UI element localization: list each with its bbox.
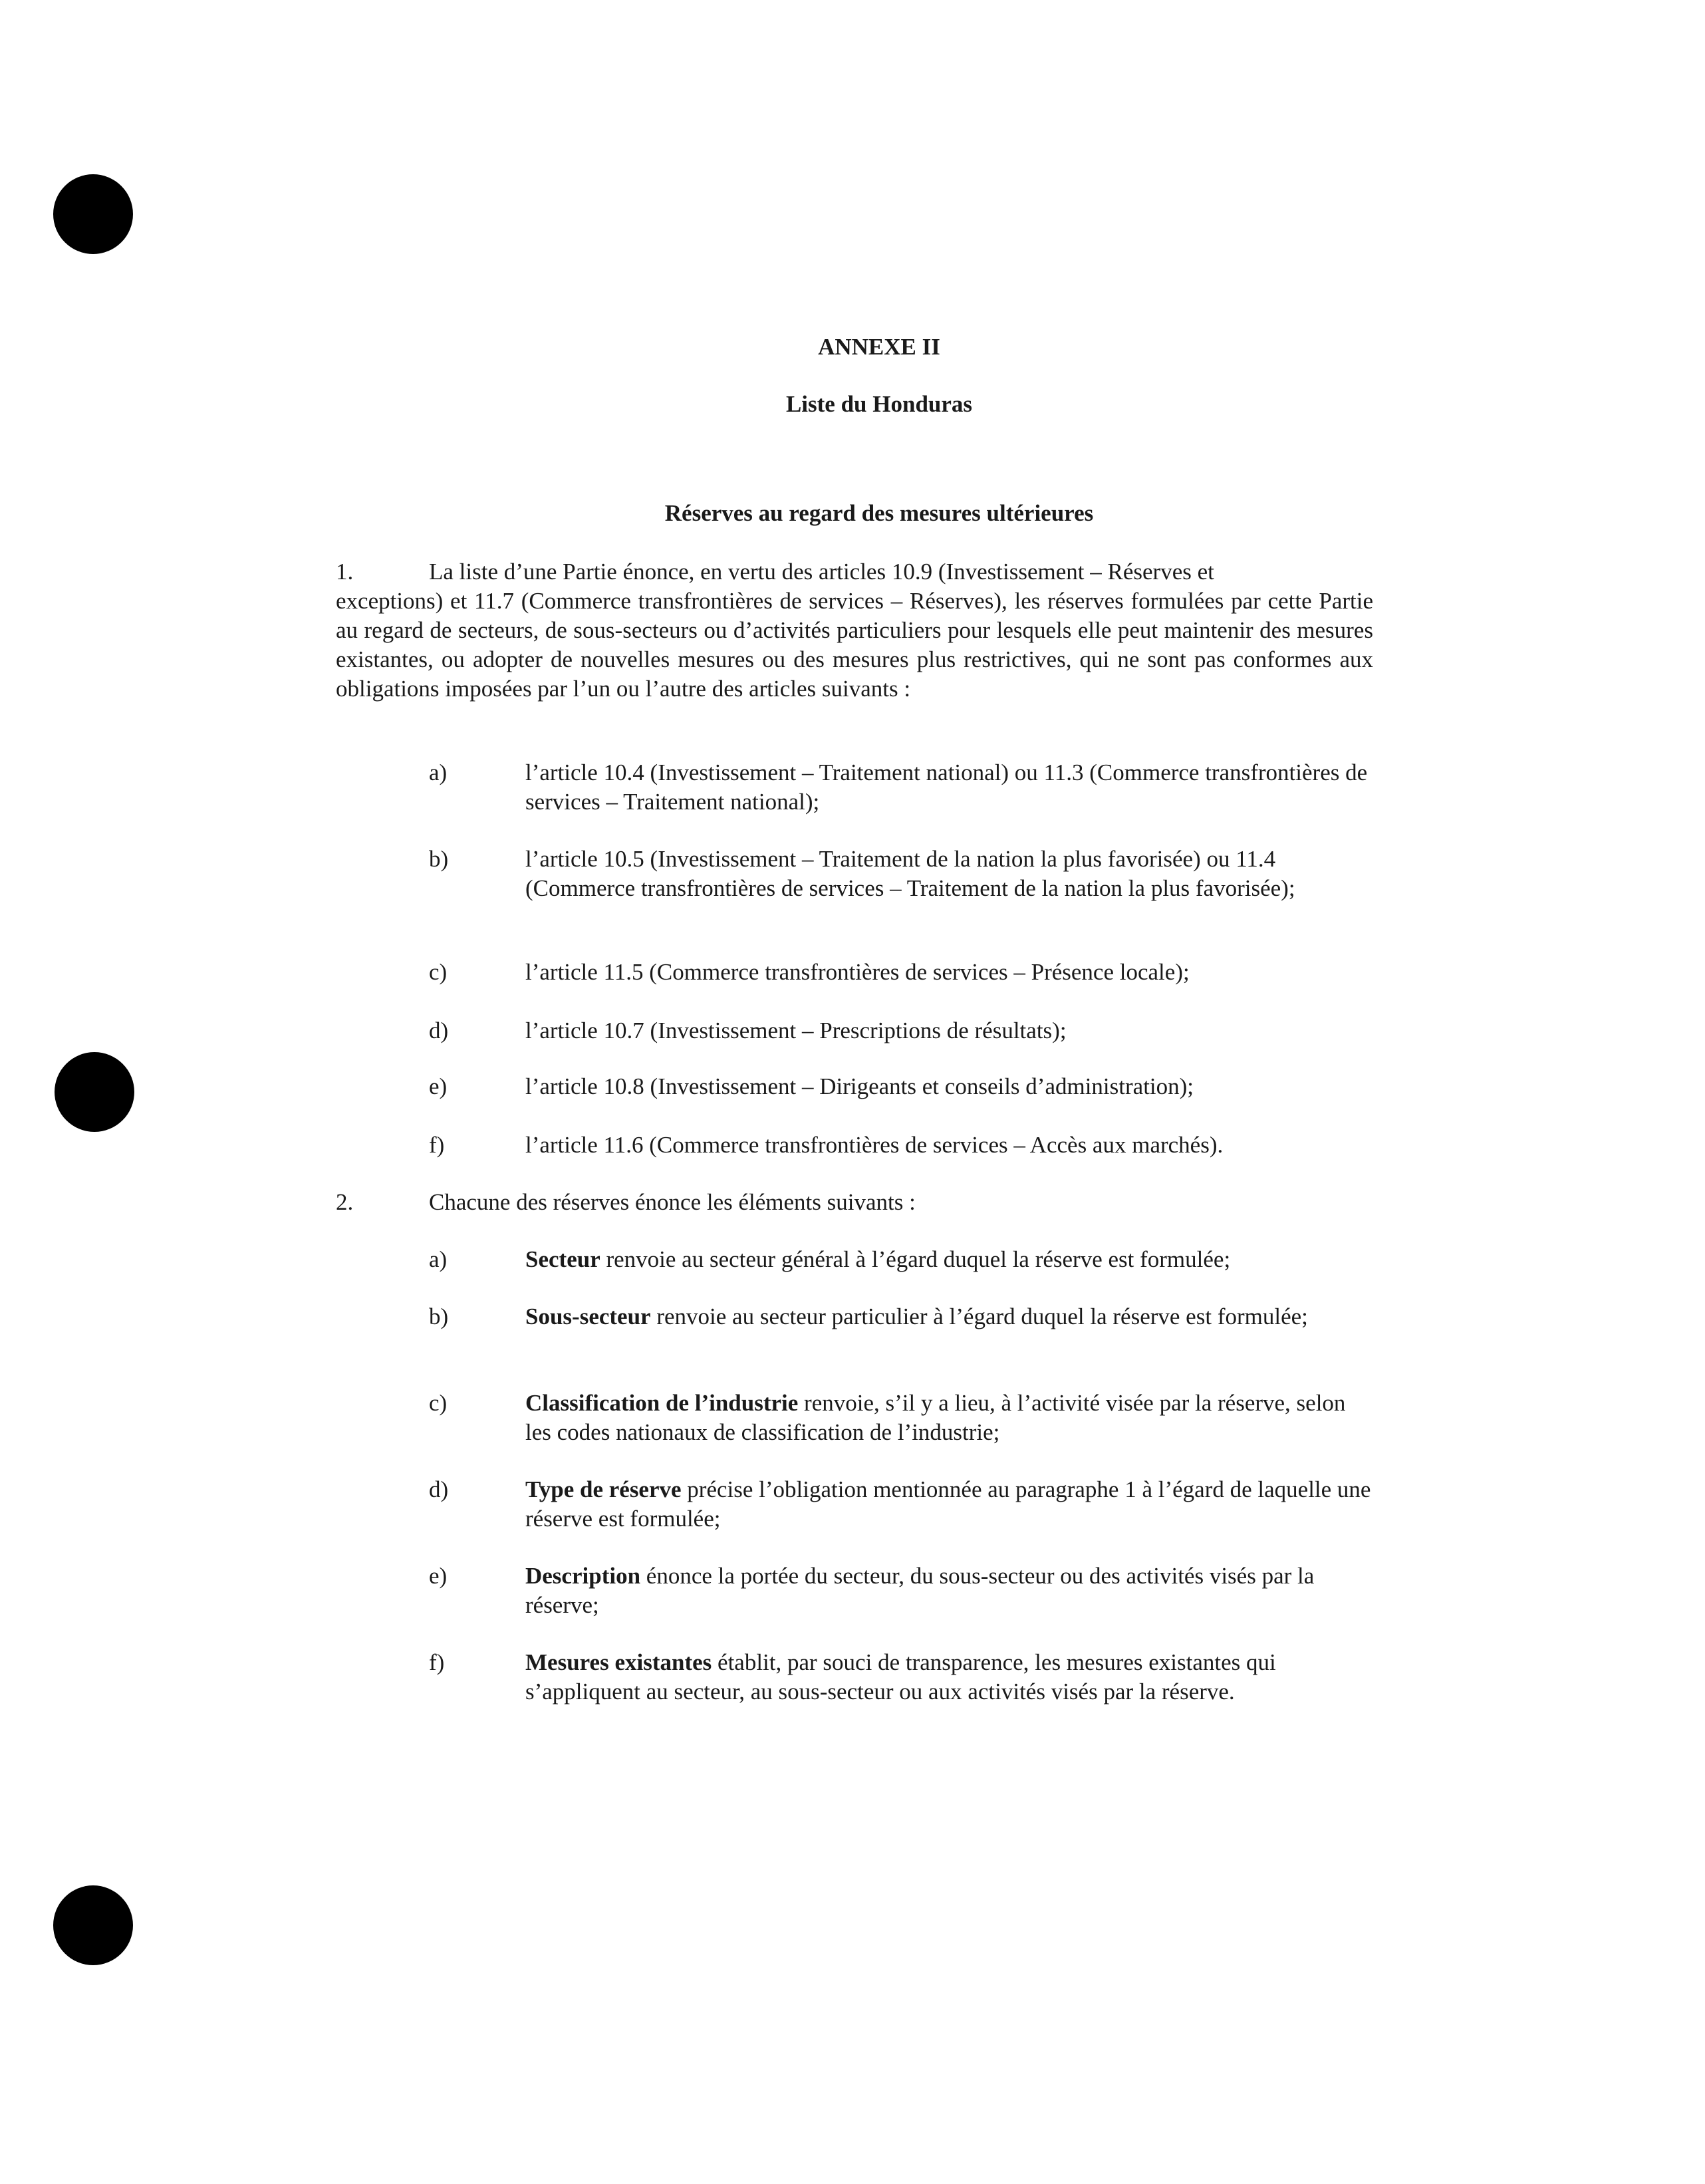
list-item-term: Classification de l’industrie bbox=[525, 1390, 799, 1416]
list-item-text: l’article 10.4 (Investissement – Traitement national) ou 11.3 (Commerce transfrontières de services – Traitement national); bbox=[525, 759, 1368, 815]
annex-title: ANNEXE II bbox=[818, 334, 940, 360]
list-item-term: Description bbox=[525, 1563, 641, 1589]
paragraph-2-number: 2. bbox=[336, 1189, 354, 1215]
list-item-text: l’article 10.5 (Investissement – Traitement de la nation la plus favorisée) ou 11.4 (Commerce transfrontières de services – Traitement de la nation la plus favorisée); bbox=[525, 846, 1295, 901]
list-item bbox=[525, 1389, 1377, 1447]
list-item-text: renvoie au secteur général à l’égard duquel la réserve est formulée; bbox=[600, 1246, 1231, 1272]
annex-subtitle: Liste du Honduras bbox=[785, 391, 973, 417]
paragraph-1-text: exceptions) et 11.7 (Commerce transfrontières de services – Réserves), les réserves formulées par cette Partie au regard de secteurs, de sous-secteurs ou d’activités particuliers pour lesquels elle peut maintenir des mesures existantes, ou adopter de nouvelles mesures ou des mesures plus restrictives, qui ne sont pas conformes aux obligations imposées par l’un ou l’autre des articles suivants : bbox=[336, 588, 1373, 702]
list-item-text: renvoie au secteur particulier à l’égard duquel la réserve est formulée; bbox=[650, 1303, 1308, 1329]
list-item-text: établit, par souci de transparence, les mesures existantes qui s’appliquent au secteur, au sous-secteur ou aux activités visés par la réserve. bbox=[525, 1649, 1276, 1705]
list-item-letter: c) bbox=[429, 959, 448, 985]
punch-hole-middle bbox=[55, 1052, 134, 1132]
list-item bbox=[525, 1302, 1377, 1331]
list-item-letter: a) bbox=[429, 759, 448, 785]
list-item-letter: d) bbox=[429, 1476, 449, 1502]
list-item-letter: c) bbox=[429, 1390, 448, 1416]
list-item bbox=[525, 1245, 1377, 1274]
list-item-text: précise l’obligation mentionnée au paragraphe 1 à l’égard de laquelle une réserve est formulée; bbox=[525, 1476, 1371, 1532]
punch-hole-bottom bbox=[53, 1885, 133, 1965]
list-item-letter: a) bbox=[429, 1246, 448, 1272]
list-item-letter: b) bbox=[429, 846, 449, 872]
list-item bbox=[525, 1562, 1377, 1620]
paragraph-1-number: 1. bbox=[336, 559, 354, 585]
paragraph-1-first-line: La liste d’une Partie énonce, en vertu des articles 10.9 (Investissement – Réserves et bbox=[429, 559, 1214, 585]
list-item bbox=[525, 1475, 1377, 1534]
list-item-text: renvoie, s’il y a lieu, à l’activité visée par la réserve, selon les codes nationaux de classification de l’industrie; bbox=[525, 1390, 1346, 1445]
list-item-term: Secteur bbox=[525, 1246, 600, 1272]
list-item-letter: f) bbox=[429, 1132, 445, 1158]
list-item-letter: f) bbox=[429, 1649, 445, 1675]
list-item-letter: b) bbox=[429, 1303, 449, 1329]
list-item-letter: e) bbox=[429, 1073, 448, 1099]
paragraph-2-first-line: Chacune des réserves énonce les éléments suivants : bbox=[429, 1189, 916, 1215]
list-item-text: l’article 11.6 (Commerce transfrontières de services – Accès aux marchés). bbox=[525, 1132, 1224, 1158]
list-item-text: l’article 10.8 (Investissement – Dirigeants et conseils d’administration); bbox=[525, 1073, 1194, 1099]
list-item-letter: d) bbox=[429, 1018, 449, 1043]
list-item bbox=[525, 1648, 1377, 1706]
list-item-letter: e) bbox=[429, 1563, 448, 1589]
section-title: Réserves au regard des mesures ultérieures bbox=[664, 500, 1094, 526]
list-item-term: Sous-secteur bbox=[525, 1303, 651, 1329]
list-item-text: énonce la portée du secteur, du sous-secteur ou des activités visés par la réserve; bbox=[525, 1563, 1315, 1618]
list-item-text: l’article 11.5 (Commerce transfrontières de services – Présence locale); bbox=[525, 959, 1190, 985]
list-item-text: l’article 10.7 (Investissement – Prescriptions de résultats); bbox=[525, 1018, 1067, 1043]
punch-hole-top bbox=[53, 174, 133, 254]
list-item-term: Mesures existantes bbox=[525, 1649, 712, 1675]
list-item-term: Type de réserve bbox=[525, 1476, 682, 1502]
